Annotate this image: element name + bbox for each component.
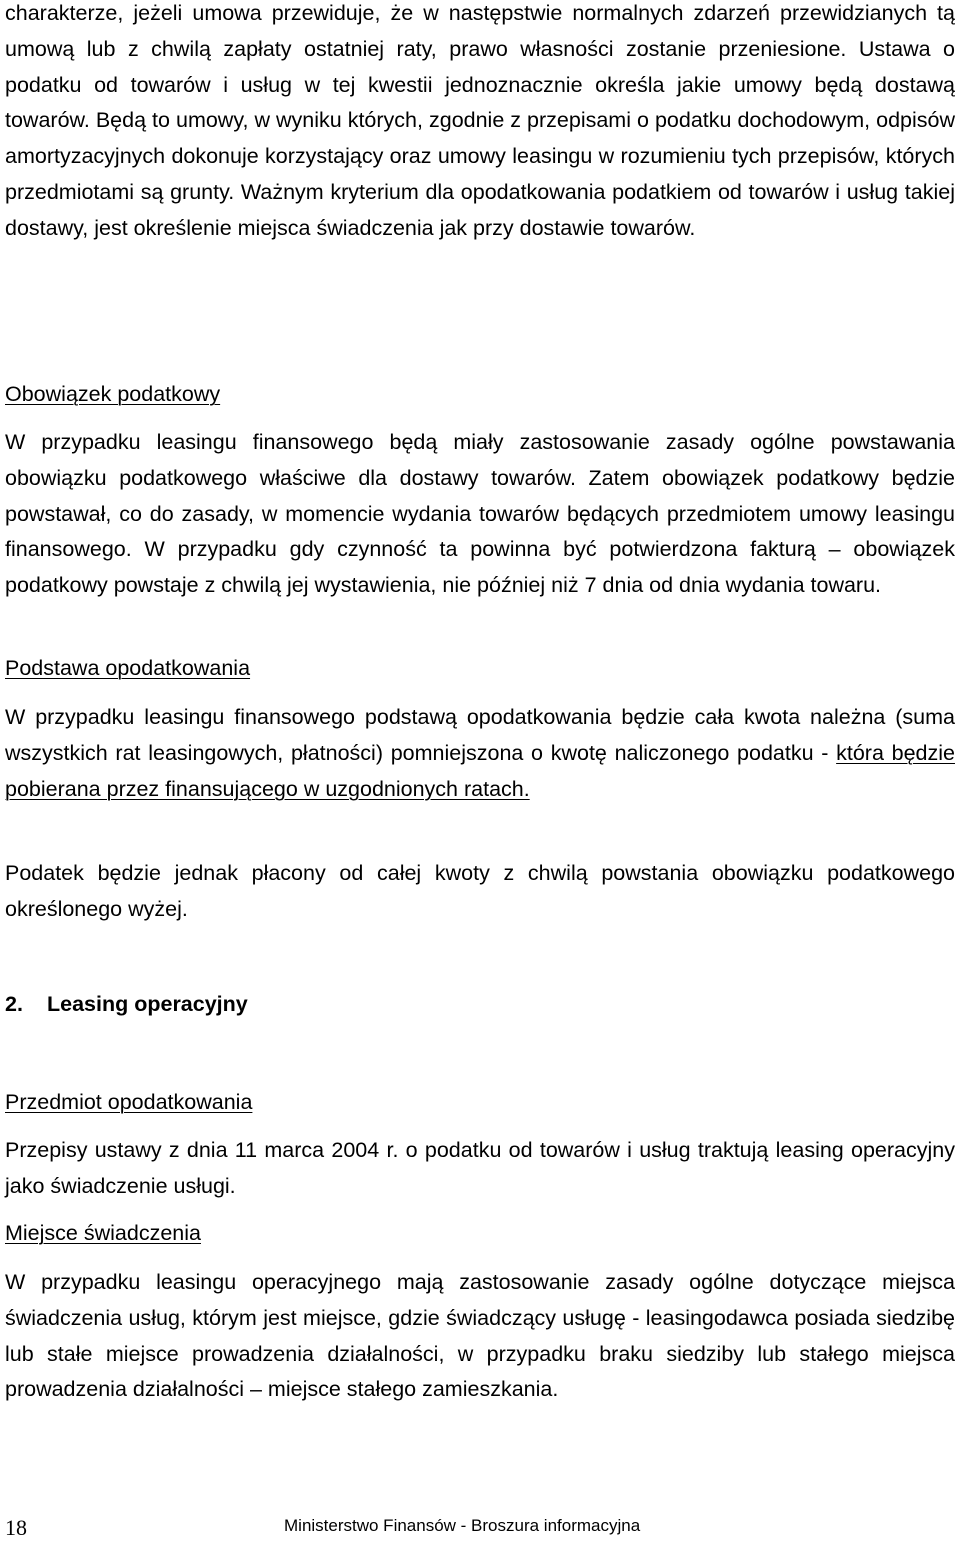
footer-publisher: Ministerstwo Finansów - Broszura informacyjna — [284, 1516, 641, 1535]
paragraph-podstawa — [5, 700, 955, 807]
paragraph-podstawa-text: W przypadku leasingu finansowego podstawą opodatkowania będzie cała kwota należna (suma wszystkich rat leasingowych, płatności) pomniejszona o kwotę naliczonego podatku - — [5, 705, 955, 765]
section-heading-leasing-operacyjny — [5, 987, 248, 1023]
paragraph-podstawa-underlined: która będzie pobierana przez finansującego w uzgodnionych ratach. — [5, 740, 955, 801]
section-number: 2. — [5, 992, 23, 1016]
heading-podstawa-opodatkowania: Podstawa opodatkowania — [5, 656, 251, 680]
intro-paragraph: charakterze, jeżeli umowa przewiduje, że w następstwie normalnych zdarzeń przewidzianych tą umową lub z chwilą zapłaty ostatniej raty, prawo własności zostanie przeniesione. Ustawa o podatku od towarów i usług w tej kwestii jednoznacznie określa jakie umowy będą dostawą towarów. Będą to umowy, w wyniku których, zgodnie z przepisami o podatku dochodowym, odpisów amortyzacyjnych dokonuje korzystający oraz umowy leasingu w rozumieniu tych przepisów, których przedmiotami są grunty. Ważnym kryterium dla opodatkowania podatkiem od towarów i usług takiej dostawy, jest określenie miejsca świadczenia jak przy dostawie towarów. — [5, 1, 955, 240]
section-title: Leasing operacyjny — [47, 992, 248, 1016]
heading-przedmiot-opodatkowania: Przedmiot opodatkowania — [5, 1090, 253, 1114]
paragraph-przedmiot: Przepisy ustawy z dnia 11 marca 2004 r. o podatku od towarów i usług traktują leasing operacyjny jako świadczenie usługi. — [5, 1138, 955, 1198]
paragraph-miejsce: W przypadku leasingu operacyjnego mają zastosowanie zasady ogólne dotyczące miejsca świadczenia usług, którym jest miejsce, gdzie świadczący usługę - leasingodawca posiada siedzibę lub stałe miejsce prowadzenia działalności, w przypadku braku siedziby lub stałego miejsca prowadzenia działalności – miejsce stałego zamieszkania. — [5, 1270, 955, 1402]
heading-miejsce-swiadczenia: Miejsce świadczenia — [5, 1221, 201, 1245]
paragraph-podatek: Podatek będzie jednak płacony od całej kwoty z chwilą powstania obowiązku podatkowego określonego wyżej. — [5, 861, 955, 921]
paragraph-obowiazek: W przypadku leasingu finansowego będą miały zastosowanie zasady ogólne powstawania obowiązku podatkowego właściwe dla dostawy towarów. Zatem obowiązek podatkowy będzie powstawał, co do zasady, w momencie wydania towarów będących przedmiotem umowy leasingu finansowego. W przypadku gdy czynność ta powinna być potwierdzona fakturą – obowiązek podatkowy powstaje z chwilą jej wystawienia, nie później niż 7 dnia od dnia wydania towaru. — [5, 430, 955, 598]
page-number: 18 — [5, 1515, 27, 1540]
heading-obowiazek-podatkowy: Obowiązek podatkowy — [5, 382, 221, 406]
